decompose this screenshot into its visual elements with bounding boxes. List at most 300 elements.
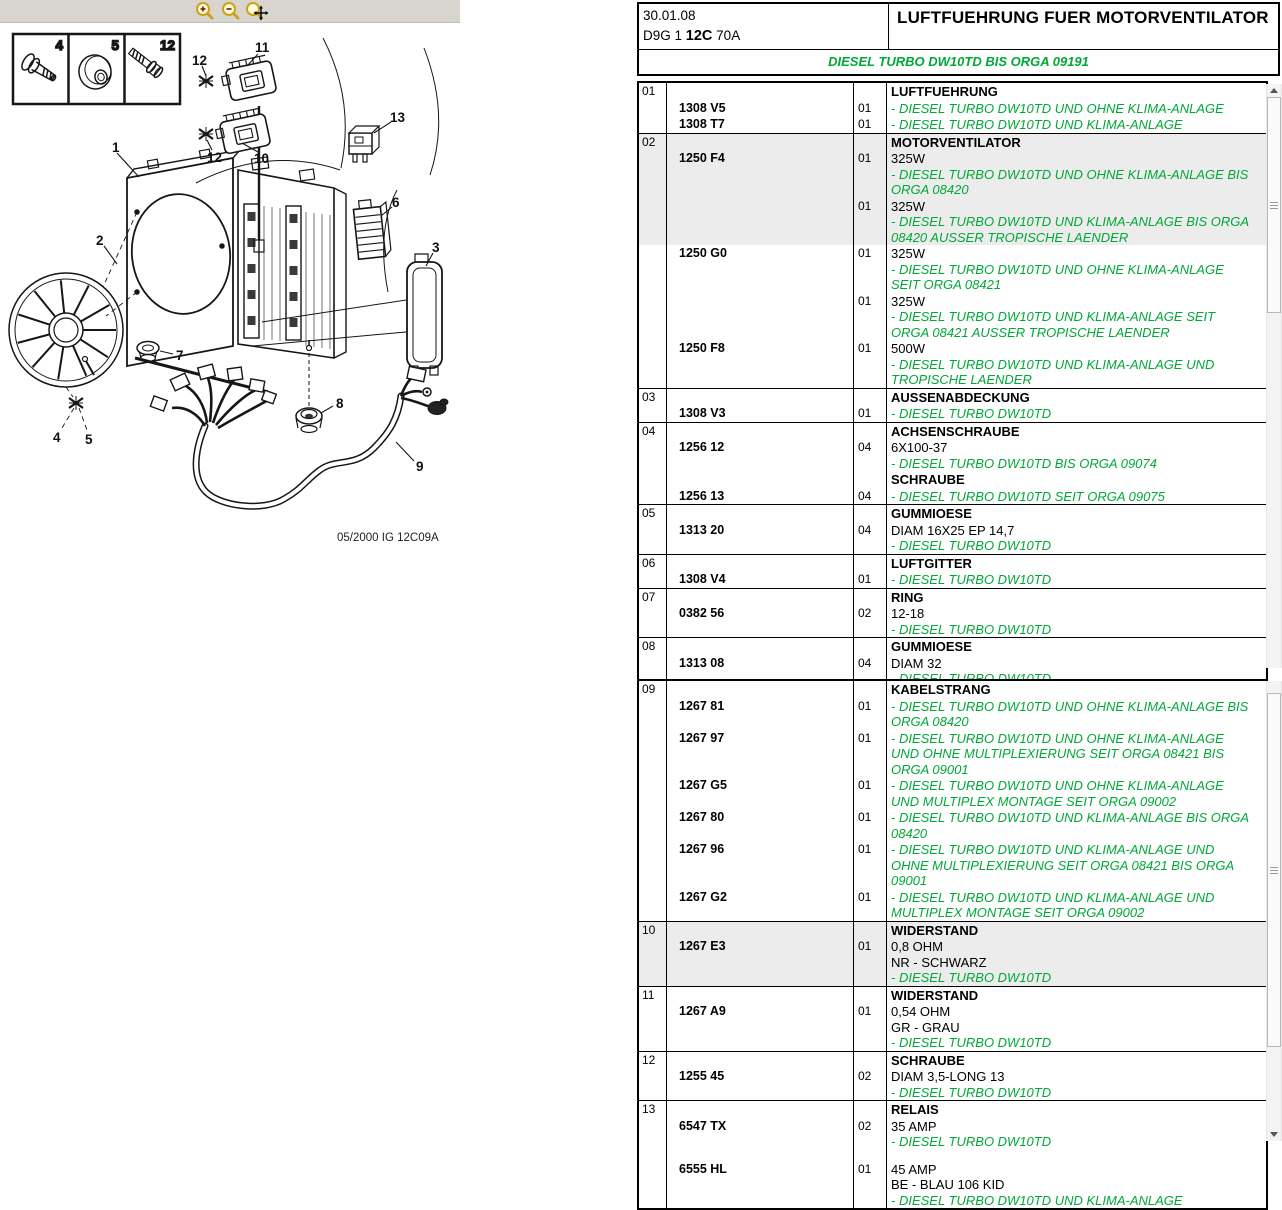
- part-reference: [666, 1101, 853, 1118]
- part-reference: 1267 96: [666, 841, 853, 889]
- part-reference: 1308 T7: [666, 116, 853, 133]
- fitment-note: - DIESEL TURBO DW10TD: [891, 538, 1052, 553]
- part-entry-line: [639, 405, 1266, 422]
- scrollbar-lower[interactable]: [1266, 681, 1282, 1141]
- catalog-date: 30.01.08: [643, 8, 696, 23]
- diagram-label-4: 4: [53, 430, 61, 445]
- item-number: [639, 698, 666, 730]
- part-reference: 6555 HL: [666, 1161, 853, 1209]
- zoom-in-icon: [194, 1, 216, 21]
- part-entry-line: [639, 730, 1266, 778]
- part-description: [886, 1003, 1266, 1051]
- spec-line: 0,8 OHM: [891, 939, 944, 954]
- part-reference: [666, 83, 853, 100]
- part-reference: [666, 555, 853, 572]
- spec-line: 325W: [891, 293, 925, 309]
- diagram-label-10: 10: [254, 151, 270, 166]
- item-number: [639, 605, 666, 637]
- fitment-note: - DIESEL TURBO DW10TD UND KLIMA-ANLAGE UND MULTIPLEX MONTAGE SEIT ORGA 09002: [891, 889, 1215, 920]
- item-number: 12: [642, 1052, 656, 1067]
- fitment-note: - DIESEL TURBO DW10TD: [891, 1084, 1052, 1100]
- screw-mark-12-top: [199, 74, 213, 88]
- quantity: [853, 1150, 886, 1161]
- part-group-header-line: [639, 389, 1266, 406]
- item-number: [639, 471, 666, 488]
- quantity: [853, 389, 886, 406]
- part-reference: [666, 681, 853, 698]
- item-number: [639, 571, 666, 588]
- part-reference: [666, 1052, 853, 1069]
- fitment-note: - DIESEL TURBO DW10TD UND OHNE KLIMA-ANLAGE BIS ORGA 08420: [891, 166, 1249, 197]
- legend-number-4: 4: [55, 38, 63, 53]
- part-description: [886, 777, 1266, 809]
- part-entry-line: [639, 1003, 1266, 1051]
- part-reference: 1256 13: [666, 488, 853, 505]
- part-reference: 1308 V3: [666, 405, 853, 422]
- part-group-header-line: [639, 134, 1266, 151]
- zoom-pan-icon: [245, 1, 269, 21]
- part-description: [886, 809, 1266, 841]
- resistor-drawing: [353, 198, 392, 259]
- spec-line: 6X100-37: [891, 440, 948, 455]
- part-entry-line: [639, 698, 1266, 730]
- spacer-line: [639, 1150, 1266, 1161]
- item-number: [639, 293, 666, 341]
- fitment-note: - DIESEL TURBO DW10TD UND KLIMA-ANLAGE SEIT ORGA 08421 AUSSER TROPISCHE LAENDER: [891, 309, 1216, 340]
- screw-mark-12-bottom: [199, 127, 213, 141]
- part-description: [886, 488, 1266, 505]
- quantity: 01: [853, 841, 886, 889]
- diagram-label-5: 5: [85, 432, 93, 447]
- part-description: [886, 638, 1266, 655]
- item-number: [639, 1068, 666, 1100]
- part-reference: [666, 589, 853, 606]
- item-number: [639, 100, 666, 117]
- part-entry-line: [639, 198, 1266, 246]
- item-number: [639, 1150, 666, 1161]
- item-number: [639, 116, 666, 133]
- quantity: 01: [853, 340, 886, 388]
- table-row-07[interactable]: [639, 589, 1266, 639]
- part-description: [886, 987, 1266, 1004]
- part-entry-line: [639, 116, 1266, 133]
- part-entry-line: [639, 245, 1266, 293]
- fitment-note: - DIESEL TURBO DW10TD UND KLIMA-ANLAGE UND OHNE MULTIPLEXIERUNG SEIT ORGA 08421 BIS ORGA 09001: [891, 842, 1234, 888]
- quantity: 04: [853, 655, 886, 687]
- diagram-label-6: 6: [392, 195, 400, 210]
- item-number: [639, 150, 666, 198]
- part-description: [886, 589, 1266, 606]
- part-entry-line: [639, 293, 1266, 341]
- item-number: [639, 809, 666, 841]
- part-reference: [666, 922, 853, 939]
- part-reference: 1250 F4: [666, 150, 853, 198]
- part-entry-line: [639, 1118, 1266, 1150]
- fitment-note: - DIESEL TURBO DW10TD UND OHNE KLIMA-ANLAGE SEIT ORGA 08421: [891, 261, 1224, 292]
- part-group-title: RING: [891, 589, 924, 605]
- item-number: [639, 522, 666, 554]
- quantity: [853, 589, 886, 606]
- item-number: [639, 841, 666, 889]
- part-reference: 1255 45: [666, 1068, 853, 1100]
- part-group-header-line: [639, 555, 1266, 572]
- spec-line: NR - SCHWARZ: [891, 954, 987, 970]
- part-description: [886, 405, 1266, 422]
- zoom-out-button[interactable]: [218, 1, 244, 21]
- part-group-header-line: [639, 471, 1266, 488]
- part-description: [886, 293, 1266, 341]
- table-row-13[interactable]: [639, 1101, 1266, 1208]
- part-reference: 1267 G2: [666, 889, 853, 921]
- spec-line: 12-18: [891, 606, 925, 621]
- table-row-06[interactable]: [639, 555, 1266, 589]
- part-reference: 1267 81: [666, 698, 853, 730]
- zoom-in-button[interactable]: [192, 1, 218, 21]
- part-description: [886, 1068, 1266, 1100]
- part-description: [886, 605, 1266, 637]
- part-description: [886, 555, 1266, 572]
- quantity: 01: [853, 571, 886, 588]
- part-reference: 0382 56: [666, 605, 853, 637]
- quantity: [853, 638, 886, 655]
- item-number: 13: [642, 1102, 656, 1116]
- screw-mark-4-5: [69, 396, 83, 410]
- part-entry-line: [639, 522, 1266, 554]
- item-number: [639, 1161, 666, 1209]
- part-reference: [666, 134, 853, 151]
- part-entry-line: [639, 571, 1266, 588]
- quantity: 02: [853, 1118, 886, 1150]
- table-row-10[interactable]: [639, 922, 1266, 987]
- part-reference: 1308 V5: [666, 100, 853, 117]
- quantity: 04: [853, 522, 886, 554]
- fitment-note: - DIESEL TURBO DW10TD UND OHNE KLIMA-ANLAGE: [891, 100, 1224, 116]
- quantity: [853, 681, 886, 698]
- legend-number-12: 12: [159, 38, 175, 53]
- spec-line: 325W: [891, 151, 925, 166]
- part-entry-line: [639, 1161, 1266, 1209]
- part-reference: 1267 G5: [666, 777, 853, 809]
- code-suffix: 70A: [716, 28, 741, 43]
- part-reference: [666, 1150, 853, 1161]
- fitment-note: - DIESEL TURBO DW10TD UND OHNE KLIMA-ANLAGE UND OHNE MULTIPLEXIERUNG SEIT ORGA 08421 BIS ORGA 09001: [891, 730, 1225, 777]
- part-reference: 6547 TX: [666, 1118, 853, 1150]
- diagram-caption: 05/2000 IG 12C09A: [337, 532, 439, 544]
- part-description: [886, 505, 1266, 522]
- part-group-title: GUMMIOESE: [891, 639, 972, 654]
- part-group-header-line: [639, 922, 1266, 939]
- part-group-header-line: [639, 1101, 1266, 1118]
- quantity: 01: [853, 889, 886, 921]
- part-group-title: LUFTFUEHRUNG: [891, 84, 998, 99]
- scrollbar-thumb[interactable]: [1267, 693, 1281, 1047]
- part-group-title: GUMMIOESE: [891, 506, 972, 521]
- part-description: [886, 698, 1266, 730]
- spec-line: 500W: [891, 341, 925, 356]
- part-description: [886, 730, 1266, 778]
- relay-drawing: [349, 126, 379, 162]
- part-description: [886, 681, 1266, 698]
- part-description: [886, 889, 1266, 921]
- part-group-title: RELAIS: [891, 1102, 939, 1117]
- item-number: 07: [642, 589, 656, 604]
- part-reference: [666, 987, 853, 1004]
- variant-banner: DIESEL TURBO DW10TD BIS ORGA 09191: [639, 49, 1278, 74]
- quantity: [853, 505, 886, 522]
- quantity: 01: [853, 405, 886, 422]
- part-reference: [666, 293, 853, 341]
- fitment-note: - DIESEL TURBO DW10TD UND KLIMA-ANLAGE UND TROPISCHE LAENDER: [891, 356, 1215, 387]
- spec-line: DIAM 16X25 EP 14,7: [891, 522, 1015, 538]
- spec-line: 35 AMP: [891, 1118, 937, 1134]
- part-description: [886, 439, 1266, 471]
- part-group-title: AUSSENABDECKUNG: [891, 389, 1030, 405]
- part-description: [886, 245, 1266, 293]
- part-group-title: SCHRAUBE: [891, 472, 965, 487]
- part-group-title: WIDERSTAND: [891, 922, 979, 938]
- table-row-11[interactable]: [639, 987, 1266, 1052]
- diagram-label-8: 8: [336, 396, 344, 411]
- diagram-label-9: 9: [416, 459, 424, 474]
- header-meta: [639, 4, 889, 49]
- quantity: [853, 555, 886, 572]
- quantity: 01: [853, 730, 886, 778]
- fitment-note: - DIESEL TURBO DW10TD: [891, 1035, 1052, 1050]
- quantity: [853, 1101, 886, 1118]
- quantity: 01: [853, 293, 886, 341]
- quantity: 01: [853, 1003, 886, 1051]
- diagram-panel[interactable]: [0, 0, 637, 1150]
- quantity: 01: [853, 116, 886, 133]
- part-description: [886, 340, 1266, 388]
- table-row-12[interactable]: [639, 1052, 1266, 1102]
- part-group-title: LUFTGITTER: [891, 555, 972, 571]
- fitment-note: - DIESEL TURBO DW10TD: [891, 970, 1052, 985]
- diagram-label-12b: 12: [207, 150, 223, 165]
- part-description: [886, 938, 1266, 986]
- quantity: 04: [853, 488, 886, 505]
- part-reference: 1267 A9: [666, 1003, 853, 1051]
- item-number: [639, 340, 666, 388]
- fitment-note: - DIESEL TURBO DW10TD: [891, 1134, 1052, 1149]
- item-number: [639, 405, 666, 422]
- part-entry-line: [639, 340, 1266, 388]
- part-group-header-line: [639, 423, 1266, 440]
- item-number: 04: [642, 423, 656, 438]
- part-entry-line: [639, 488, 1266, 505]
- quantity: 04: [853, 439, 886, 471]
- table-row-01[interactable]: [639, 83, 1266, 134]
- item-number: [639, 777, 666, 809]
- scroll-down-button[interactable]: [1267, 1128, 1281, 1141]
- item-number: 10: [642, 922, 656, 937]
- part-reference: [666, 198, 853, 246]
- quantity: 01: [853, 938, 886, 986]
- part-reference: 1267 97: [666, 730, 853, 778]
- parts-table-lower: [637, 679, 1268, 1210]
- quantity: 01: [853, 198, 886, 246]
- part-reference: [666, 389, 853, 406]
- code-prefix: D9G 1: [643, 28, 683, 43]
- part-description: [886, 522, 1266, 554]
- part-group-header-line: [639, 589, 1266, 606]
- part-description: [886, 841, 1266, 889]
- quantity: 01: [853, 698, 886, 730]
- quantity: 01: [853, 100, 886, 117]
- part-entry-line: [639, 1068, 1266, 1100]
- quantity: [853, 1052, 886, 1069]
- part-entry-line: [639, 889, 1266, 921]
- scroll-up-button[interactable]: [1267, 84, 1281, 97]
- page-header: [637, 2, 1280, 76]
- item-number: 03: [642, 389, 656, 404]
- quantity: 01: [853, 809, 886, 841]
- part-description: [886, 1161, 1266, 1209]
- part-group-header-line: [639, 1052, 1266, 1069]
- zoom-pan-button[interactable]: [244, 1, 270, 21]
- part-reference: 1267 E3: [666, 938, 853, 986]
- part-description: [886, 389, 1266, 406]
- part-entry-line: [639, 605, 1266, 637]
- part-group-title: WIDERSTAND: [891, 987, 979, 1003]
- item-number: [639, 1118, 666, 1150]
- catalog-code: [643, 26, 883, 46]
- item-number: [639, 1003, 666, 1051]
- part-entry-line: [639, 809, 1266, 841]
- diagram-label-12a: 12: [192, 53, 208, 68]
- scrollbar-upper[interactable]: [1266, 84, 1282, 668]
- spec-line: 45 AMP: [891, 1161, 937, 1177]
- diagram-label-13: 13: [390, 110, 406, 125]
- quantity: [853, 83, 886, 100]
- item-number: [639, 198, 666, 246]
- spec-line: 325W: [891, 246, 925, 261]
- spec-line: DIAM 32: [891, 655, 942, 671]
- fitment-note: - DIESEL TURBO DW10TD UND KLIMA-ANLAGE: [891, 1192, 1183, 1208]
- quantity: [853, 471, 886, 488]
- spec-line: 0,54 OHM: [891, 1004, 951, 1019]
- quantity: [853, 922, 886, 939]
- part-description: [886, 116, 1266, 133]
- spec-line: DIAM 3,5-LONG 13: [891, 1069, 1005, 1084]
- quantity: 02: [853, 605, 886, 637]
- table-row-09[interactable]: [639, 681, 1266, 922]
- fitment-note: - DIESEL TURBO DW10TD UND KLIMA-ANLAGE BIS ORGA 08420 AUSSER TROPISCHE LAENDER: [891, 214, 1249, 245]
- fitment-note: - DIESEL TURBO DW10TD: [891, 572, 1052, 587]
- part-entry-line: [639, 938, 1266, 986]
- fitment-note: - DIESEL TURBO DW10TD UND OHNE KLIMA-ANLAGE UND MULTIPLEX MONTAGE SEIT ORGA 09002: [891, 778, 1224, 809]
- item-number: 01: [642, 84, 656, 98]
- diagram-label-3: 3: [432, 240, 440, 255]
- quantity: 01: [853, 150, 886, 198]
- part-entry-line: [639, 100, 1266, 117]
- part-description: [886, 922, 1266, 939]
- part-description: [886, 571, 1266, 588]
- part-group-title: KABELSTRANG: [891, 682, 991, 697]
- quantity: 02: [853, 1068, 886, 1100]
- table-row-05[interactable]: [639, 505, 1266, 555]
- item-number: 05: [642, 506, 656, 520]
- part-reference: [666, 471, 853, 488]
- deflector-drawing: [407, 254, 442, 375]
- part-group-header-line: [639, 83, 1266, 100]
- part-reference: 1250 G0: [666, 245, 853, 293]
- spec-line: GR - GRAU: [891, 1019, 960, 1035]
- table-row-04[interactable]: [639, 423, 1266, 506]
- legend-number-5: 5: [111, 38, 119, 53]
- part-reference: [666, 505, 853, 522]
- part-entry-line: [639, 150, 1266, 198]
- diagram-label-7: 7: [176, 348, 184, 363]
- fitment-note: - DIESEL TURBO DW10TD UND KLIMA-ANLAGE BIS ORGA 08420: [891, 810, 1249, 841]
- part-description: [886, 100, 1266, 117]
- connector-10-drawing: [213, 107, 271, 155]
- part-description: [886, 471, 1266, 488]
- fitment-note: - DIESEL TURBO DW10TD SEIT ORGA 09075: [891, 488, 1165, 504]
- fitment-note: - DIESEL TURBO DW10TD BIS ORGA 09074: [891, 455, 1157, 471]
- harness-drawing: [150, 364, 448, 506]
- connector-11-drawing: [219, 54, 277, 102]
- part-reference: [666, 423, 853, 440]
- part-description: [886, 150, 1266, 198]
- page-title: LUFTFUEHRUNG FUER MOTORVENTILATOR: [897, 8, 1269, 27]
- scrollbar-thumb[interactable]: [1267, 97, 1281, 313]
- part-description: [886, 1052, 1266, 1069]
- fitment-note: - DIESEL TURBO DW10TD: [891, 406, 1052, 421]
- part-description: [886, 423, 1266, 440]
- diagram-label-1: 1: [112, 140, 120, 155]
- part-group-header-line: [639, 681, 1266, 698]
- item-number: 08: [642, 639, 656, 653]
- part-group-header-line: [639, 987, 1266, 1004]
- quantity: 01: [853, 1161, 886, 1209]
- table-row-02[interactable]: [639, 134, 1266, 389]
- quantity: [853, 423, 886, 440]
- item-number: [639, 439, 666, 471]
- part-description: [886, 198, 1266, 246]
- part-group-title: ACHSENSCHRAUBE: [891, 423, 1020, 439]
- part-reference: 1250 F8: [666, 340, 853, 388]
- part-reference: 1267 80: [666, 809, 853, 841]
- part-group-header-line: [639, 505, 1266, 522]
- part-reference: 1313 20: [666, 522, 853, 554]
- part-description: [886, 83, 1266, 100]
- item-number: [639, 488, 666, 505]
- part-description: [886, 1150, 1266, 1161]
- item-number: 11: [642, 987, 655, 1002]
- fitment-note: - DIESEL TURBO DW10TD UND OHNE KLIMA-ANLAGE BIS ORGA 08420: [891, 698, 1249, 729]
- quantity: [853, 987, 886, 1004]
- item-number: 06: [642, 555, 656, 570]
- part-entry-line: [639, 777, 1266, 809]
- part-group-title: SCHRAUBE: [891, 1052, 965, 1068]
- zoom-out-icon: [220, 1, 242, 21]
- part-reference: 1313 08: [666, 655, 853, 687]
- part-reference: 1308 V4: [666, 571, 853, 588]
- item-number: 02: [642, 134, 656, 149]
- part-group-title: MOTORVENTILATOR: [891, 134, 1021, 150]
- fitment-note: - DIESEL TURBO DW10TD UND KLIMA-ANLAGE: [891, 117, 1183, 132]
- part-description: [886, 1101, 1266, 1118]
- item-number: [639, 730, 666, 778]
- spec-line: 325W: [891, 198, 925, 214]
- item-number: [639, 889, 666, 921]
- part-description: [886, 134, 1266, 151]
- table-row-03[interactable]: [639, 389, 1266, 423]
- code-section: 12C: [685, 28, 713, 44]
- quantity: 01: [853, 777, 886, 809]
- quantity: 01: [853, 245, 886, 293]
